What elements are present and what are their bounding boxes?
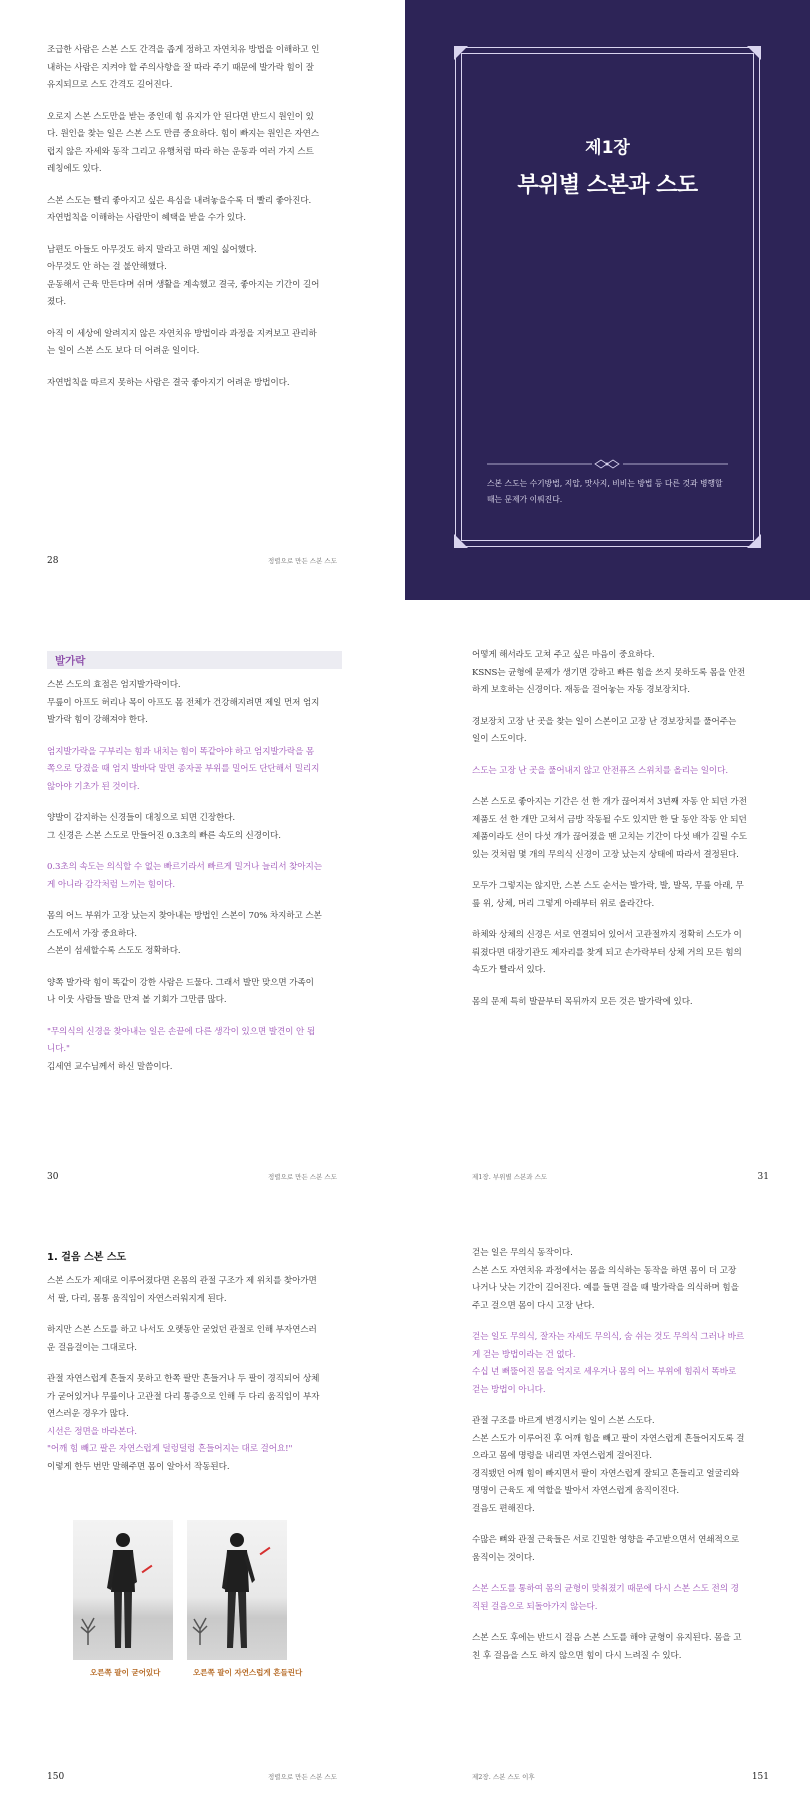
page-28-body — [47, 42, 347, 406]
page-number: 150 — [47, 1772, 65, 1782]
paragraph: 남편도 아들도 아무것도 하지 말라고 하면 제일 싫어했다. 아무것도 안 하는 걸 불안해했다. 운동해서 근육 만든다며 쉬며 생활을 계속했고 결국, 좋아지는 기간이 길어 졌다. — [47, 244, 320, 307]
paragraph: 어떻게 해서라도 고쳐 주고 싶은 마음이 중요하다. KSNS는 균형에 문제가 생기면 강하고 빠른 힘을 쓰지 못하도록 몸을 안전 하게 보호하는 신경이다. 재동을 걸어놓는 자동 경보장치다. — [472, 650, 746, 695]
paragraph: 아직 이 세상에 알려지지 않은 자연치유 방법이라 과정을 지켜보고 관리하 는 일이 스본 스도 보다 더 어려운 일이다. — [47, 328, 317, 356]
red-arrow-icon — [260, 1547, 271, 1556]
page-150-body — [47, 1273, 347, 1490]
page-28 — [0, 0, 405, 600]
running-title: 정렬으로 만든 스본 스도 — [268, 1773, 337, 1781]
highlight-paragraph: 스도는 고장 난 곳을 풀어내지 않고 안전퓨즈 스위치를 올리는 일이다. — [472, 765, 728, 776]
page-151-body — [472, 1245, 769, 1679]
photo-caption: 오른쪽 팔이 자연스럽게 흔들린다 — [193, 1668, 303, 1677]
divider-ornament-icon — [487, 457, 728, 471]
paragraph: 스본 스도로 좋아지는 기간은 선 한 개가 끊어져서 3년째 자동 안 되던 가전 제품도 선 한 개만 고쳐서 금방 작동될 수도 있지만 한 달 동안 작동 안 되던 제품이라도 선이 다섯 개가 끊어졌을 땐 고치는 기간이 다섯 배가 길릴 수도 있는 것처럼 몇 개의 무의식 신경이 고장 났는지 상태에 따라서 결정된다. — [472, 797, 747, 860]
paragraph: 몸의 문제 특히 발끝부터 목뒤까지 모든 것은 발가락에 있다. — [472, 996, 693, 1007]
paragraph: 관절 구조를 바르게 변경시키는 일이 스본 스도다. 스본 스도가 이루어진 후 어깨 힘을 빼고 팔이 자연스럽게 흔들어지도록 걸 으라고 몸에 명령을 내리면 자연스럽게 걸어진다. 경직됐던 어깨 힘이 빠지면서 팔이 자연스럽게 잘되고 흔들리고 얼굴리와 명명이 근육도 제 역할을 발아서 자연스럽게 움직이진다. 걸음도 편해진다. — [472, 1416, 745, 1514]
chapter-number: 제1장 — [585, 138, 630, 158]
paragraph: 스본 스도의 효점은 엄지발가락이다. 무릎이 아프도 허리나 목이 아프도 몸 전체가 건강해지려면 제일 먼저 엄지 발가락 힘이 강해져야 한다. — [47, 680, 320, 725]
photo-arm-swinging — [187, 1520, 287, 1660]
highlight-paragraph: 엄지발가락을 구부리는 힘과 내치는 힘이 똑같아야 하고 엄지발가락을 몸 쪽으로 당겼을 때 엄지 발바닥 말면 종자골 부위를 밀어도 단단해서 밀리지 않아야 기초가 된 것이다. — [47, 746, 320, 792]
section-title: 발가락 — [55, 655, 86, 667]
plant-icon — [191, 1615, 209, 1645]
photo-arm-stiff — [73, 1520, 173, 1660]
page-31-body — [472, 647, 769, 1025]
running-title: 정렬으로 만든 스본 스도 — [268, 1173, 337, 1181]
paragraph: 자연법칙을 따르지 못하는 사람은 결국 좋아지기 어려운 방법이다. — [47, 377, 290, 388]
page-number: 30 — [47, 1172, 59, 1182]
red-arrow-icon — [142, 1565, 153, 1574]
running-title: 정렬으로 만든 스본 스도 — [268, 557, 337, 565]
walking-person-icon — [103, 1530, 143, 1655]
chapter-description: 스본 스도는 수기방법, 지압, 맛사지, 비비는 방법 등 다른 것과 병행할 때는 문제가 이뤄진다. — [487, 479, 723, 504]
quote-paragraph: "무의식의 신경을 찾아내는 일은 손끝에 다른 생각이 있으면 발견이 안 됩 니다." 김세연 교수님께서 하신 말씀이다. — [47, 1026, 316, 1072]
paragraph: 관절 자연스럽게 흔들지 못하고 한쪽 팔만 흔들거나 두 팔이 경직되어 상체 가 굳어있거나 무릎이나 고관절 다리 통증으로 인해 두 다리 움직임이 부자 연스러운 경우가 많다. 시선은 정면을 바라본다. "어깨 힘 빼고 팔은 자연스럽게 덜렁덜렁 흔들어지는 대로 걸어요!" 이렇게 한두 번만 말해주면 몸이 알아서 작동된다. — [47, 1374, 320, 1472]
highlight-paragraph: 걷는 일도 무의식, 잘자는 자세도 무의식, 숨 쉬는 것도 무의식 그러나 바르 게 걷는 방법이라는 건 없다. 수십 년 뻐뚤어진 몸을 억지로 세우거나 몸의 어느 부위에 힘줘서 똑바로 걷는 방법이 아니다. — [472, 1332, 745, 1395]
paragraph: 스본 스도는 빨리 좋아지고 싶은 욕심을 내려놓을수록 더 빨리 좋아진다. 자연법칙을 이해하는 사람만이 혜택을 받을 수가 있다. — [47, 195, 312, 223]
paragraph: 경보장치 고장 난 곳을 찾는 일이 스본이고 고장 난 경보장치를 풀어주는 일이 스도이다. — [472, 716, 737, 744]
page-31 — [405, 615, 810, 1200]
page-number: 31 — [757, 1172, 769, 1182]
paragraph: 스본 스도 후에는 반드시 걸음 스본 스도를 해야 균형이 유지된다. 몸을 고 친 후 걸음을 스도 하지 않으면 힘이 다시 느려질 수 있다. — [472, 1633, 742, 1661]
chapter-background — [405, 0, 810, 600]
highlight-paragraph: 0.3초의 속도는 의식할 수 없는 빠르기라서 빠르게 밀거나 늘리서 찾아지는 게 아니라 감각처럼 느끼는 힘이다. — [47, 862, 322, 890]
section-title: 1. 걸음 스본 스도 — [47, 1252, 127, 1263]
paragraph: 수많은 뼈와 관절 근육들은 서로 긴밀한 영향을 주고받으면서 연쇄적으로 움직이는 것이다. — [472, 1535, 740, 1563]
walking-person-icon — [217, 1530, 257, 1655]
page-number: 28 — [47, 556, 59, 566]
walking-photos — [73, 1520, 313, 1660]
paragraph: 양발이 감지하는 신경들이 대칭으로 되면 긴장한다. 그 신경은 스본 스도로 만들어진 0.3초의 빠른 속도의 신경이다. — [47, 813, 281, 841]
paragraph: 조급한 사람은 스본 스도 간격을 좁게 정하고 자연치유 방법을 이해하고 인 내하는 사람은 지켜야 할 주의사항을 잘 따라 주기 때문에 발가락 힘이 잘 유지되므로 스도 간격도 길어진다. — [47, 45, 320, 90]
plant-icon — [79, 1615, 97, 1645]
paragraph: 하지만 스본 스도를 하고 나서도 오랫동안 굳었던 관절로 인해 부자연스러 운 걸음걸이는 그대로다. — [47, 1325, 317, 1353]
section-header-bar — [47, 651, 342, 669]
running-title: 제2장. 스본 스도 이후 — [472, 1773, 535, 1781]
paragraph: 스본 스도가 제대로 이루어졌다면 온몸의 관절 구조가 제 위치를 찾아가면 서 팔, 다리, 몸통 움직임이 자연스러워지게 된다. — [47, 1276, 317, 1304]
paragraph: 모두가 그렇지는 않지만, 스본 스도 순서는 발가락, 발, 발목, 무릎 아래, 무 릎 위, 상체, 머리 그렇게 아래부터 위로 올라간다. — [472, 881, 744, 909]
photo-caption: 오른쪽 팔이 굳어있다 — [90, 1668, 161, 1677]
page-30-body — [47, 677, 347, 1090]
paragraph: 오로지 스본 스도만을 받는 중인데 힘 유지가 안 된다면 반드시 원인이 있 다. 원인을 찾는 일은 스본 스도 만큼 중요하다. 힘이 빠지는 원인은 자연스 럽지 않은 자세와 동작 그리고 유행처럼 따라 하는 운동과 여러 가지 스트 레칭에도 있다. — [47, 111, 320, 174]
page-number: 151 — [751, 1772, 769, 1782]
paragraph: 하체와 상체의 신경은 서로 연결되어 있어서 고관절까지 정확히 스도가 이 뤄졌다면 대장기관도 제자리를 찾게 되고 손가락부터 상체 거의 모든 힘의 속도가 빨라서 있다. — [472, 930, 742, 975]
paragraph: 걷는 일은 무의식 동작이다. 스본 스도 자연치유 과정에서는 몸을 의식하는 동작을 하면 몸이 더 고장 나거나 낫는 기간이 길어진다. 예를 들면 걸을 때 발가락을 의식하며 힘을 주고 걸으면 몸이 다시 고장 난다. — [472, 1248, 739, 1311]
page-30 — [0, 615, 405, 1200]
page-151 — [405, 1215, 810, 1800]
page-150 — [0, 1215, 405, 1800]
highlight-paragraph: 스본 스도를 통하여 몸의 균형이 맞춰졌기 때문에 다시 스본 스도 전의 경 직된 걸음으로 되돌아가지 않는다. — [472, 1584, 739, 1612]
chapter-opener-page — [405, 0, 810, 600]
chapter-title: 부위별 스본과 스도 — [517, 173, 698, 198]
paragraph: 양쪽 발가락 힘이 똑같이 강한 사람은 드물다. 그래서 발만 맞으면 가족이 나 이웃 사람들 발을 만져 볼 기회가 그만큼 많다. — [47, 977, 314, 1005]
running-title: 제1장. 부위별 스본과 스도 — [472, 1173, 548, 1181]
paragraph: 몸의 어느 부위가 고장 났는지 찾아내는 방법인 스본이 70% 차지하고 스본 스도에서 가장 중요하다. 스본이 섬세할수록 스도도 정확하다. — [47, 911, 322, 956]
